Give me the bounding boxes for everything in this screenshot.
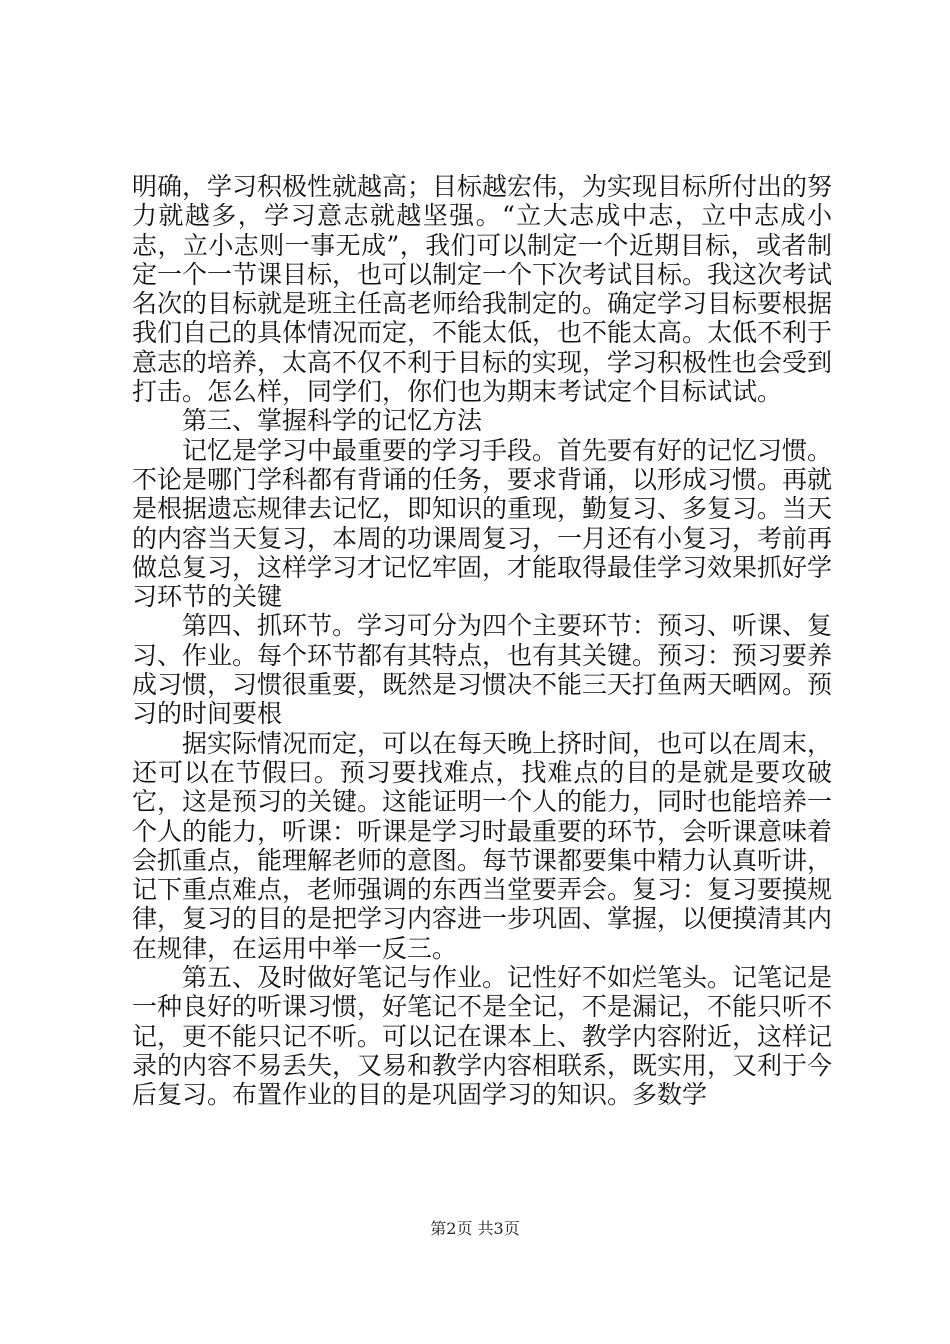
paragraph-1: 明确，学习积极性就越高；目标越宏伟，为实现目标所付出的努力就越多，学习意志就越坚强。“立大志成中志，立中志成小志，立小志则一事无成”，我们可以制定一个近期目标，或者制定一个一节课目标，也可以制定一个下次考试目标。我这次考试名次的目标就是班主任高老师给我制定的。确定学习目标要根据我们自己的具体情况而定，不能太低，也不能太高。太低不利于意志的培养，太高不仅不利于目标的实现，学习积极性也会受到打击。怎么样，同学们，你们也为期末考试定个目标试试。 [132,172,833,407]
paragraph-section-5: 第五、及时做好笔记与作业。记性好不如烂笔头。记笔记是一种良好的听课习惯，好笔记不是全记，不是漏记，不能只听不记，更不能只记不听。可以记在课本上、教学内容附近，这样记录的内容不易丢失，又易和教学内容相联系，既实用，又利于今后复习。布置作业的目的是巩固学习的知识。多数学 [132,963,833,1110]
paragraph-section-4: 第四、抓环节。学习可分为四个主要环节：预习、听课、复习、作业。每个环节都有其特点，也有其关键。预习：预习要养成习惯，习惯很重要，既然是习惯决不能三天打鱼两天晒网。预习的时间要根 [132,611,833,729]
document-body [132,172,832,1110]
section-heading-3: 第三、掌握科学的记忆方法 [182,406,483,436]
paragraph-memory: 记忆是学习中最重要的学习手段。首先要有好的记忆习惯。不论是哪门学科都有背诵的任务，要求背诵，以形成习惯。再就是根据遗忘规律去记忆，即知识的重现，勤复习、多复习。当天的内容当天复习，本周的功课周复习，一月还有小复习，考前再做总复习，这样学习才记忆牢固，才能取得最佳学习效果抓好学习环节的关键 [132,435,833,612]
paragraph-preview: 据实际情况而定，可以在每天晚上挤时间，也可以在周末，还可以在节假曰。预习要找难点，找难点的目的是就是要攻破它，这是预习的关键。这能证明一个人的能力，同时也能培养一个人的能力，听课：听课是学习时最重要的环节，会听课意味着会抓重点，能理解老师的意图。每节课都要集中精力认真听讲，记下重点难点，老师强调的东西当堂要弄会。复习：复习要摸规律，复习的目的是把学习内容进一步巩固、掌握，以便摸清其内在规律，在运用中举一反三。 [132,728,833,963]
page-footer: 第2页 共3页 [430,1219,520,1238]
